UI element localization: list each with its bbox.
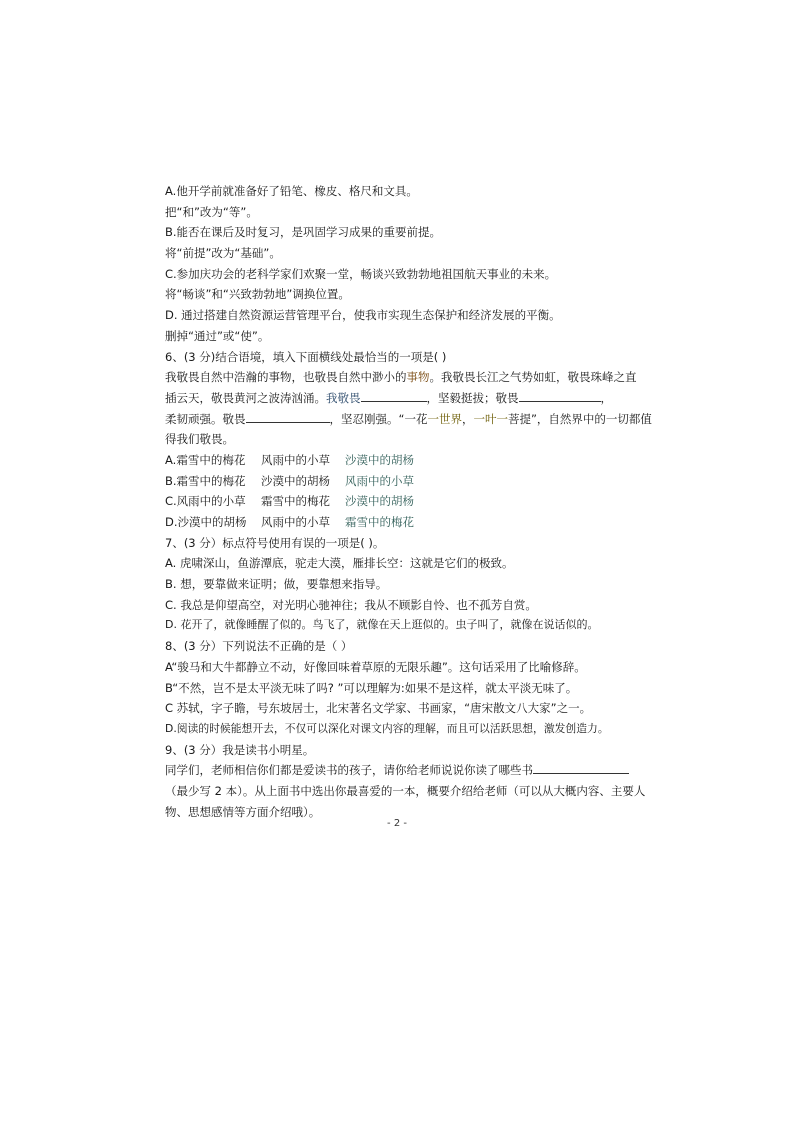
q5-option-c-fix: 将“畅谈”和“兴致勃勃地”调换位置。: [165, 287, 350, 302]
q8-stem: 8、(3 分）下列说法不正确的是（ ）: [165, 639, 353, 654]
q6-option-b: B.霜雪中的梅花 沙漠中的胡杨 风雨中的小草: [165, 473, 414, 488]
q6-passage-line-2: 插云天，敬畏黄河之波涛汹涌。我敬畏 ，坚毅挺拔；敬畏 ，: [165, 390, 612, 405]
q6-passage-line-3: 柔韧顽强。敬畏 ，坚忍刚强。“一花一世界，一叶一菩提”，自然界中的一切都值: [165, 411, 652, 426]
q6-option-a: A.霜雪中的梅花 风雨中的小草 沙漠中的胡杨: [165, 452, 414, 467]
page-content: [165, 181, 652, 822]
q6-passage-line-4: 得我们敬畏。: [165, 432, 234, 447]
q5-option-a-fix: 把“和”改为“等”。: [165, 204, 258, 219]
q5-option-d: D. 通过搭建自然资源运营管理平台，使我市实现生态保护和经济发展的平衡。: [165, 308, 561, 323]
q8-option-c: C 苏轼，字子瞻，号东坡居士，北宋著名文学家、书画家，“唐宋散文八大家”之一。: [165, 701, 592, 716]
q9-stem: 9、(3 分）我是读书小明星。: [165, 742, 315, 757]
q7-option-a: A. 虎啸深山，鱼游潭底，驼走大漠，雁排长空：这就是它们的极致。: [165, 556, 514, 571]
q6-passage-line-1: 我敬畏自然中浩瀚的事物，也敬畏自然中渺小的事物。我敬畏长江之气势如虹，敬畏珠峰之直: [165, 370, 637, 385]
q6-option-d: D.沙漠中的胡杨 风雨中的小草 霜雪中的梅花: [165, 515, 414, 529]
q5-option-d-fix: 删掉“通过”或“使”。: [165, 328, 270, 343]
q6-option-c: C.风雨中的小草 霜雪中的梅花 沙漠中的胡杨: [165, 494, 414, 509]
q5-option-b-fix: 将“前提”改为“基础”。: [165, 246, 281, 261]
q7-stem: 7、(3 分）标点符号使用有误的一项是( )。: [165, 535, 385, 550]
q7-option-b: B. 想，要靠做来证明；做，要靠想来指导。: [165, 577, 388, 592]
q8-option-a: A“骏马和大牛都静立不动，好像回味着草原的无限乐趣”。这句话采用了比喻修辞。: [165, 659, 586, 674]
q8-option-b: B“不然，岂不是太平淡无味了吗? ”可以理解为:如果不是这样，就太平淡无味了。: [165, 680, 578, 695]
q5-option-c: C.参加庆功会的老科学家们欢聚一堂，畅谈兴致勃勃地祖国航天事业的未来。: [165, 266, 557, 281]
answer-blank[interactable]: [246, 410, 330, 423]
q7-option-c: C. 我总是仰望高空，对光明心驰神往；我从不顾影自怜、也不孤芳自赏。: [165, 597, 537, 612]
q6-stem: 6、(3 分)结合语境，填入下面横线处最恰当的一项是( ): [165, 349, 447, 364]
q7-option-d: D. 花开了，就像睡醒了似的。鸟飞了，就像在天上逛似的。虫子叫了，就像在说话似的。: [165, 618, 599, 632]
q9-passage-line-1: 同学们，老师相信你们都是爱读书的孩子，请你给老师说说你读了哪些书: [165, 760, 635, 781]
answer-blank[interactable]: [361, 389, 427, 402]
answer-blank[interactable]: [519, 389, 601, 402]
q8-option-d: D.阅读的时候能想开去，不仅可以深化对课文内容的理解，而且可以活跃思想，激发创造力。: [165, 721, 609, 735]
q5-option-b: B.能否在课后及时复习，是巩固学习成果的重要前提。: [165, 225, 442, 240]
q9-passage-line-3: 物、思想感情等方面介绍哦）。: [165, 804, 321, 819]
page-number: - 2 -: [387, 818, 407, 829]
answer-blank[interactable]: [533, 761, 629, 774]
q5-option-a: A.他开学前就准备好了铅笔、橡皮、格尺和文具。: [165, 184, 418, 198]
q9-passage-line-2: （最少写 2 本）。从上面书中选出你最喜爱的一本，概要介绍给老师（可以从大概内容、主要人: [165, 783, 646, 798]
